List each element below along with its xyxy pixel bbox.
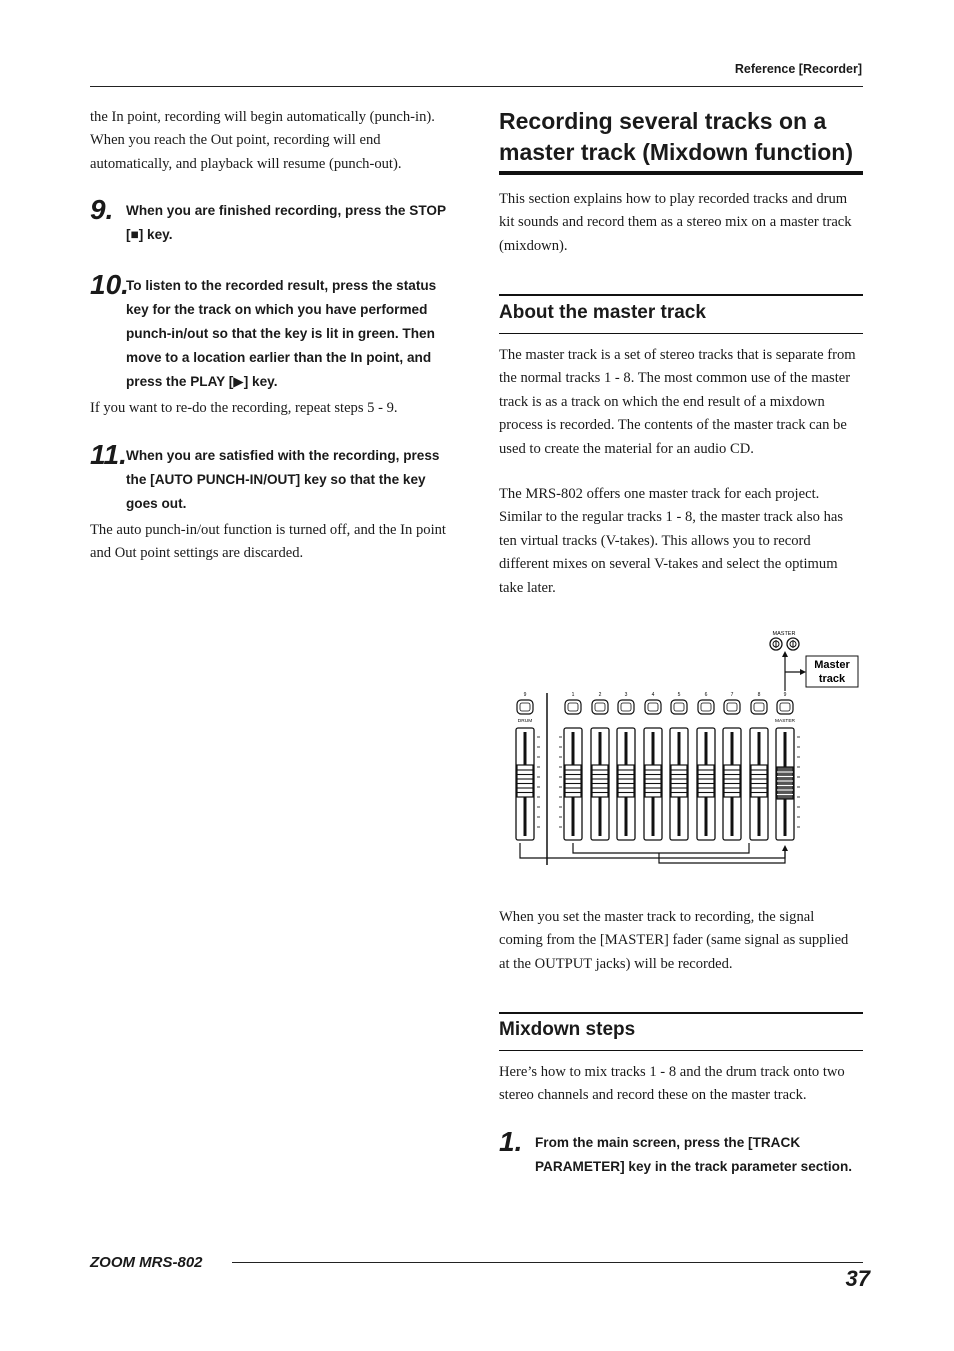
fader-number-label: 8 [757,692,761,698]
text-line: at the OUTPUT jacks) will be recorded. [499,955,733,972]
fader-number-label: 7 [730,692,734,698]
text-line: different mixes on several V-takes and select the optimum [499,556,838,573]
fader-strip [670,692,688,840]
faders-group [516,692,800,840]
text-line: process is recorded. The contents of the master track can be [499,417,847,434]
fader-strip [775,692,800,840]
fader-name-label: DRUM [517,719,533,724]
text-line: The MRS-802 offers one master track for each project. [499,486,820,502]
fader-number-label: 9 [523,692,527,698]
note-after-step-11 [90,519,465,566]
routing-bracket-tracks [573,843,749,853]
text-line: Similar to the regular tracks 1 - 8, the master track also has [499,509,844,526]
fader-name-label: MASTER [775,719,795,724]
master-knob-right-icon [787,638,799,650]
about-heading-top-rule [499,294,863,296]
figure-root [516,631,858,865]
fader-number-label: 5 [677,692,681,698]
text-line: Here’s how to mix tracks 1 - 8 and the drum track onto two [499,1064,845,1080]
page-number: 37 [845,1266,870,1291]
fader-number-label: 4 [651,692,655,698]
status-key-inner [520,703,530,711]
fader-strip [559,692,582,840]
fader-strip [591,692,609,840]
text-line: This section explains how to play recorded tracks and drum [499,191,848,207]
about-paragraph-2 [499,483,869,600]
status-key-inner [701,703,711,711]
fader-strip [516,692,540,840]
text-line: used to create the material for an audio CD. [499,440,754,457]
routing-arrow-head [782,845,788,851]
text-line: press the PLAY [▶] key. [126,374,278,389]
text-line: The master track is a set of stereo tracks that is separate from [499,347,856,363]
step-number-9: 9. [90,194,114,225]
section-intro [499,188,869,258]
step-number-11: 11. [90,439,127,470]
about-heading-bottom-rule [499,333,863,334]
status-key-inner [621,703,631,711]
note-after-step-10: If you want to re-do the recording, repeat steps 5 - 9. [90,400,398,416]
status-key-inner [674,703,684,711]
title-rule [499,171,863,175]
fader-number-label: 9 [783,692,787,698]
text-line: To listen to the recorded result, press the status [126,278,437,293]
mixdown-heading-top-rule [499,1012,863,1014]
title-line: master track (Mixdown function) [499,139,853,165]
text-line: coming from the [MASTER] fader (same signal as supplied [499,932,849,949]
text-line: [■] key. [126,227,173,242]
fader-strip [697,692,715,840]
section-title [499,106,869,168]
text-line: kit sounds and record them as a stereo mix on a master track [499,214,852,231]
fader-strip [644,692,662,840]
text-line: PARAMETER] key in the track parameter section. [535,1159,853,1174]
text-line: goes out. [126,496,187,511]
fader-strip [750,692,768,840]
text-line: the normal tracks 1 - 8. The most common use of the master [499,370,851,387]
callout-line-2: track [818,673,846,685]
master-knob-left-icon [770,638,782,650]
fader-number-label: 1 [571,692,575,698]
text-line: ten virtual tracks (V-takes). This allows you to record [499,532,811,549]
status-key-inner [780,703,790,711]
text-line: When you reach the Out point, recording will end [90,132,381,149]
mixdown-intro [499,1061,869,1108]
status-key-inner [568,703,578,711]
text-line: and Out point settings are discarded. [90,545,304,562]
mixer-fader-figure [499,625,869,870]
mixdown-step-number-1: 1. [499,1126,523,1157]
mixdown-heading-bottom-rule [499,1050,863,1051]
status-key-inner [754,703,764,711]
about-master-track-heading: About the master track [499,302,706,323]
text-line: the In point, recording will begin automatically (punch-in). [90,109,435,125]
status-key-inner [727,703,737,711]
text-line: move to a location earlier than the In point, and [126,350,432,365]
text-line: The auto punch-in/out function is turned off, and the In point [90,522,446,538]
status-key-inner [648,703,658,711]
status-key-inner [595,703,605,711]
text-line: When you set the master track to recording, the signal [499,909,815,925]
fader-number-label: 2 [598,692,602,698]
step-9-text [126,199,466,247]
footer-rule [232,1262,863,1263]
fader-number-label: 6 [704,692,708,698]
mixdown-step-1-text [535,1131,870,1179]
step-11-text [126,444,466,516]
fader-strip [617,692,635,840]
text-line: punch-in/out so that the key is lit in green. Then [126,326,435,341]
text-line: stereo channels and record these on the master track. [499,1087,807,1104]
text-line: key for the track on which you have performed [126,302,428,317]
text-line: take later. [499,579,556,596]
running-header: Reference [Recorder] [734,62,862,76]
text-line: When you are satisfied with the recording, press [126,448,440,463]
routing-bracket-drum [520,843,785,858]
step-10-text [126,274,466,394]
master-top-label: MASTER [772,631,796,637]
footer-product-name: ZOOM MRS-802 [90,1254,203,1271]
text-line: track is as a track on which the end result of a mixdown [499,393,825,410]
step-number-10: 10. [90,269,129,300]
title-line: Recording several tracks on a [499,108,827,134]
text-line: From the main screen, press the [TRACK [535,1135,801,1150]
text-line: (mixdown). [499,237,568,254]
fader-strip [723,692,741,840]
arrow-up-head [782,651,788,657]
arrow-right-head [800,669,806,675]
callout-line-1: Master [814,659,850,671]
text-line: When you are finished recording, press the STOP [126,203,447,218]
after-figure-paragraph [499,906,869,976]
text-line: the [AUTO PUNCH-IN/OUT] key so that the key [126,472,426,487]
text-line: automatically, and playback will resume (punch-out). [90,155,402,172]
fader-number-label: 3 [624,692,628,698]
header-rule [90,86,863,87]
about-paragraph-1 [499,344,869,461]
mixdown-steps-heading: Mixdown steps [499,1019,636,1040]
left-intro-paragraph [90,106,460,176]
